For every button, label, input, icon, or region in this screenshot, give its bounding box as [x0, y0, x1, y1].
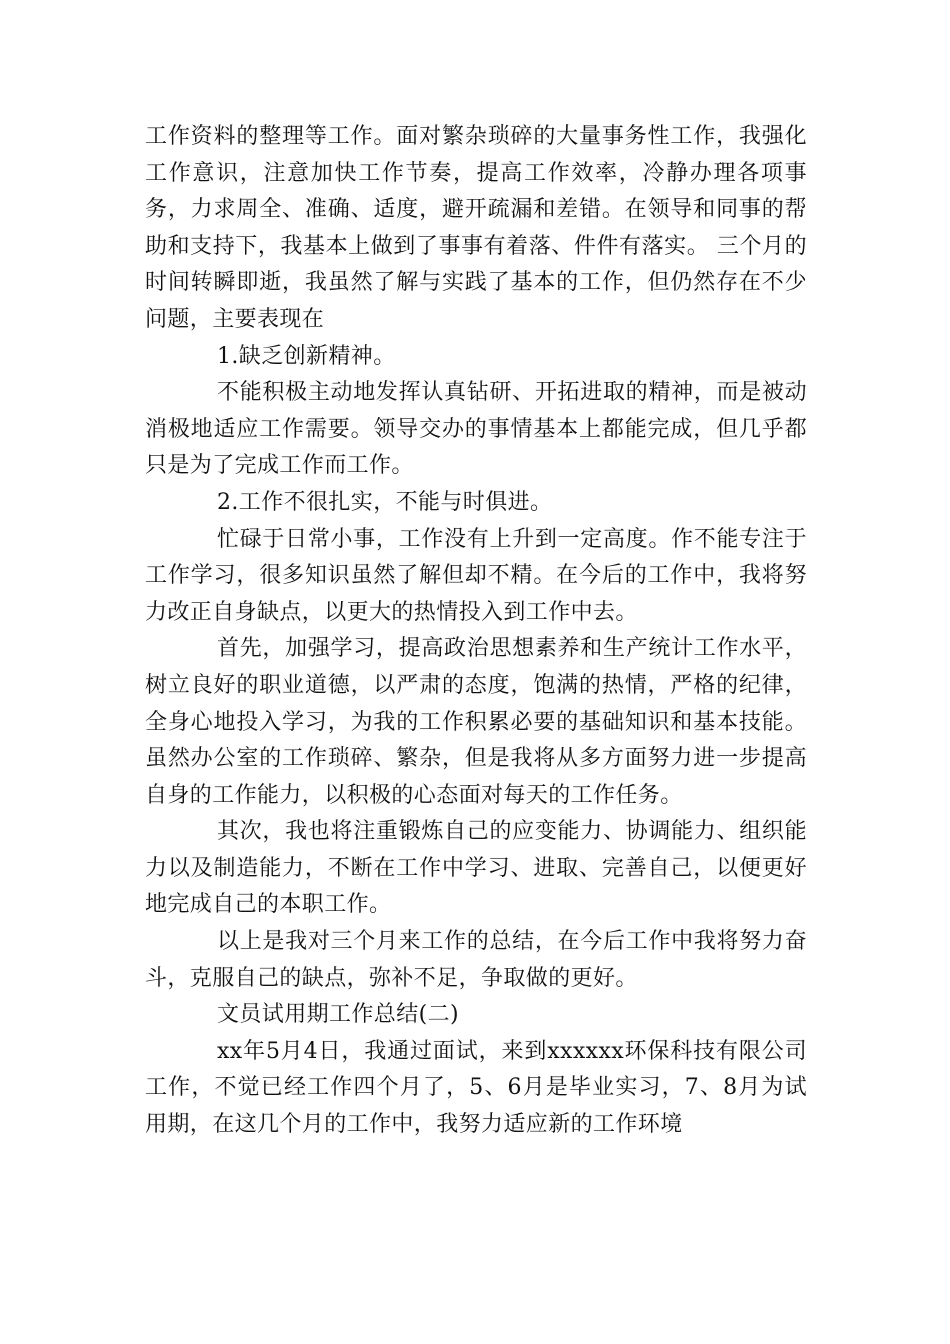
paragraph-conclusion: 以上是我对三个月来工作的总结，在今后工作中我将努力奋斗，克服自己的缺点，弥补不足，争取做的更好。	[145, 929, 807, 991]
paragraph-continuation: 工作资料的整理等工作。面对繁杂琐碎的大量事务性工作，我强化工作意识，注意加快工作节奏，提高工作效率，冷静办理各项事务，力求周全、准确、适度，避开疏漏和差错。在领导和同事的帮助和支持下，我基本上做到了事事有着落、件件有落实。 三个月的时间转瞬即逝，我虽然了解与实践了基本的工作，但仍然存在不少问题，主要表现在	[145, 124, 807, 332]
section-title: 文员试用期工作总结(二)	[217, 1002, 459, 1028]
list-item-1-heading: 1.缺乏创新精神。	[217, 343, 396, 369]
paragraph-intro-2: xx年5月4日，我通过面试，来到xxxxxx环保科技有限公司工作，不觉已经工作四个月了，5、6月是毕业实习，7、8月为试用期，在这几个月的工作中，我努力适应新的工作环境	[145, 1038, 807, 1138]
paragraph-first: 首先，加强学习，提高政治思想素养和生产统计工作水平，树立良好的职业道德，以严肃的态度，饱满的热情，严格的纪律，全身心地投入学习，为我的工作积累必要的基础知识和基本技能。虽然办公室的工作琐碎、繁杂，但是我将从多方面努力进一步提高自身的工作能力，以积极的心态面对每天的工作任务。	[145, 636, 807, 808]
list-item-2-heading: 2.工作不很扎实，不能与时俱进。	[217, 489, 553, 515]
paragraph-second: 其次，我也将注重锻炼自己的应变能力、协调能力、组织能力以及制造能力，不断在工作中学习、进取、完善自己，以便更好地完成自己的本职工作。	[145, 819, 807, 918]
document-body	[145, 119, 807, 1144]
paragraph-not-solid: 忙碌于日常小事，工作没有上升到一定高度。作不能专注于工作学习，很多知识虽然了解但却不精。在今后的工作中，我将努力改正自身缺点，以更大的热情投入到工作中去。	[145, 526, 807, 625]
paragraph-lack-innovation: 不能积极主动地发挥认真钻研、开拓进取的精神，而是被动消极地适应工作需要。领导交办的事情基本上都能完成，但几乎都只是为了完成工作而工作。	[145, 380, 807, 479]
